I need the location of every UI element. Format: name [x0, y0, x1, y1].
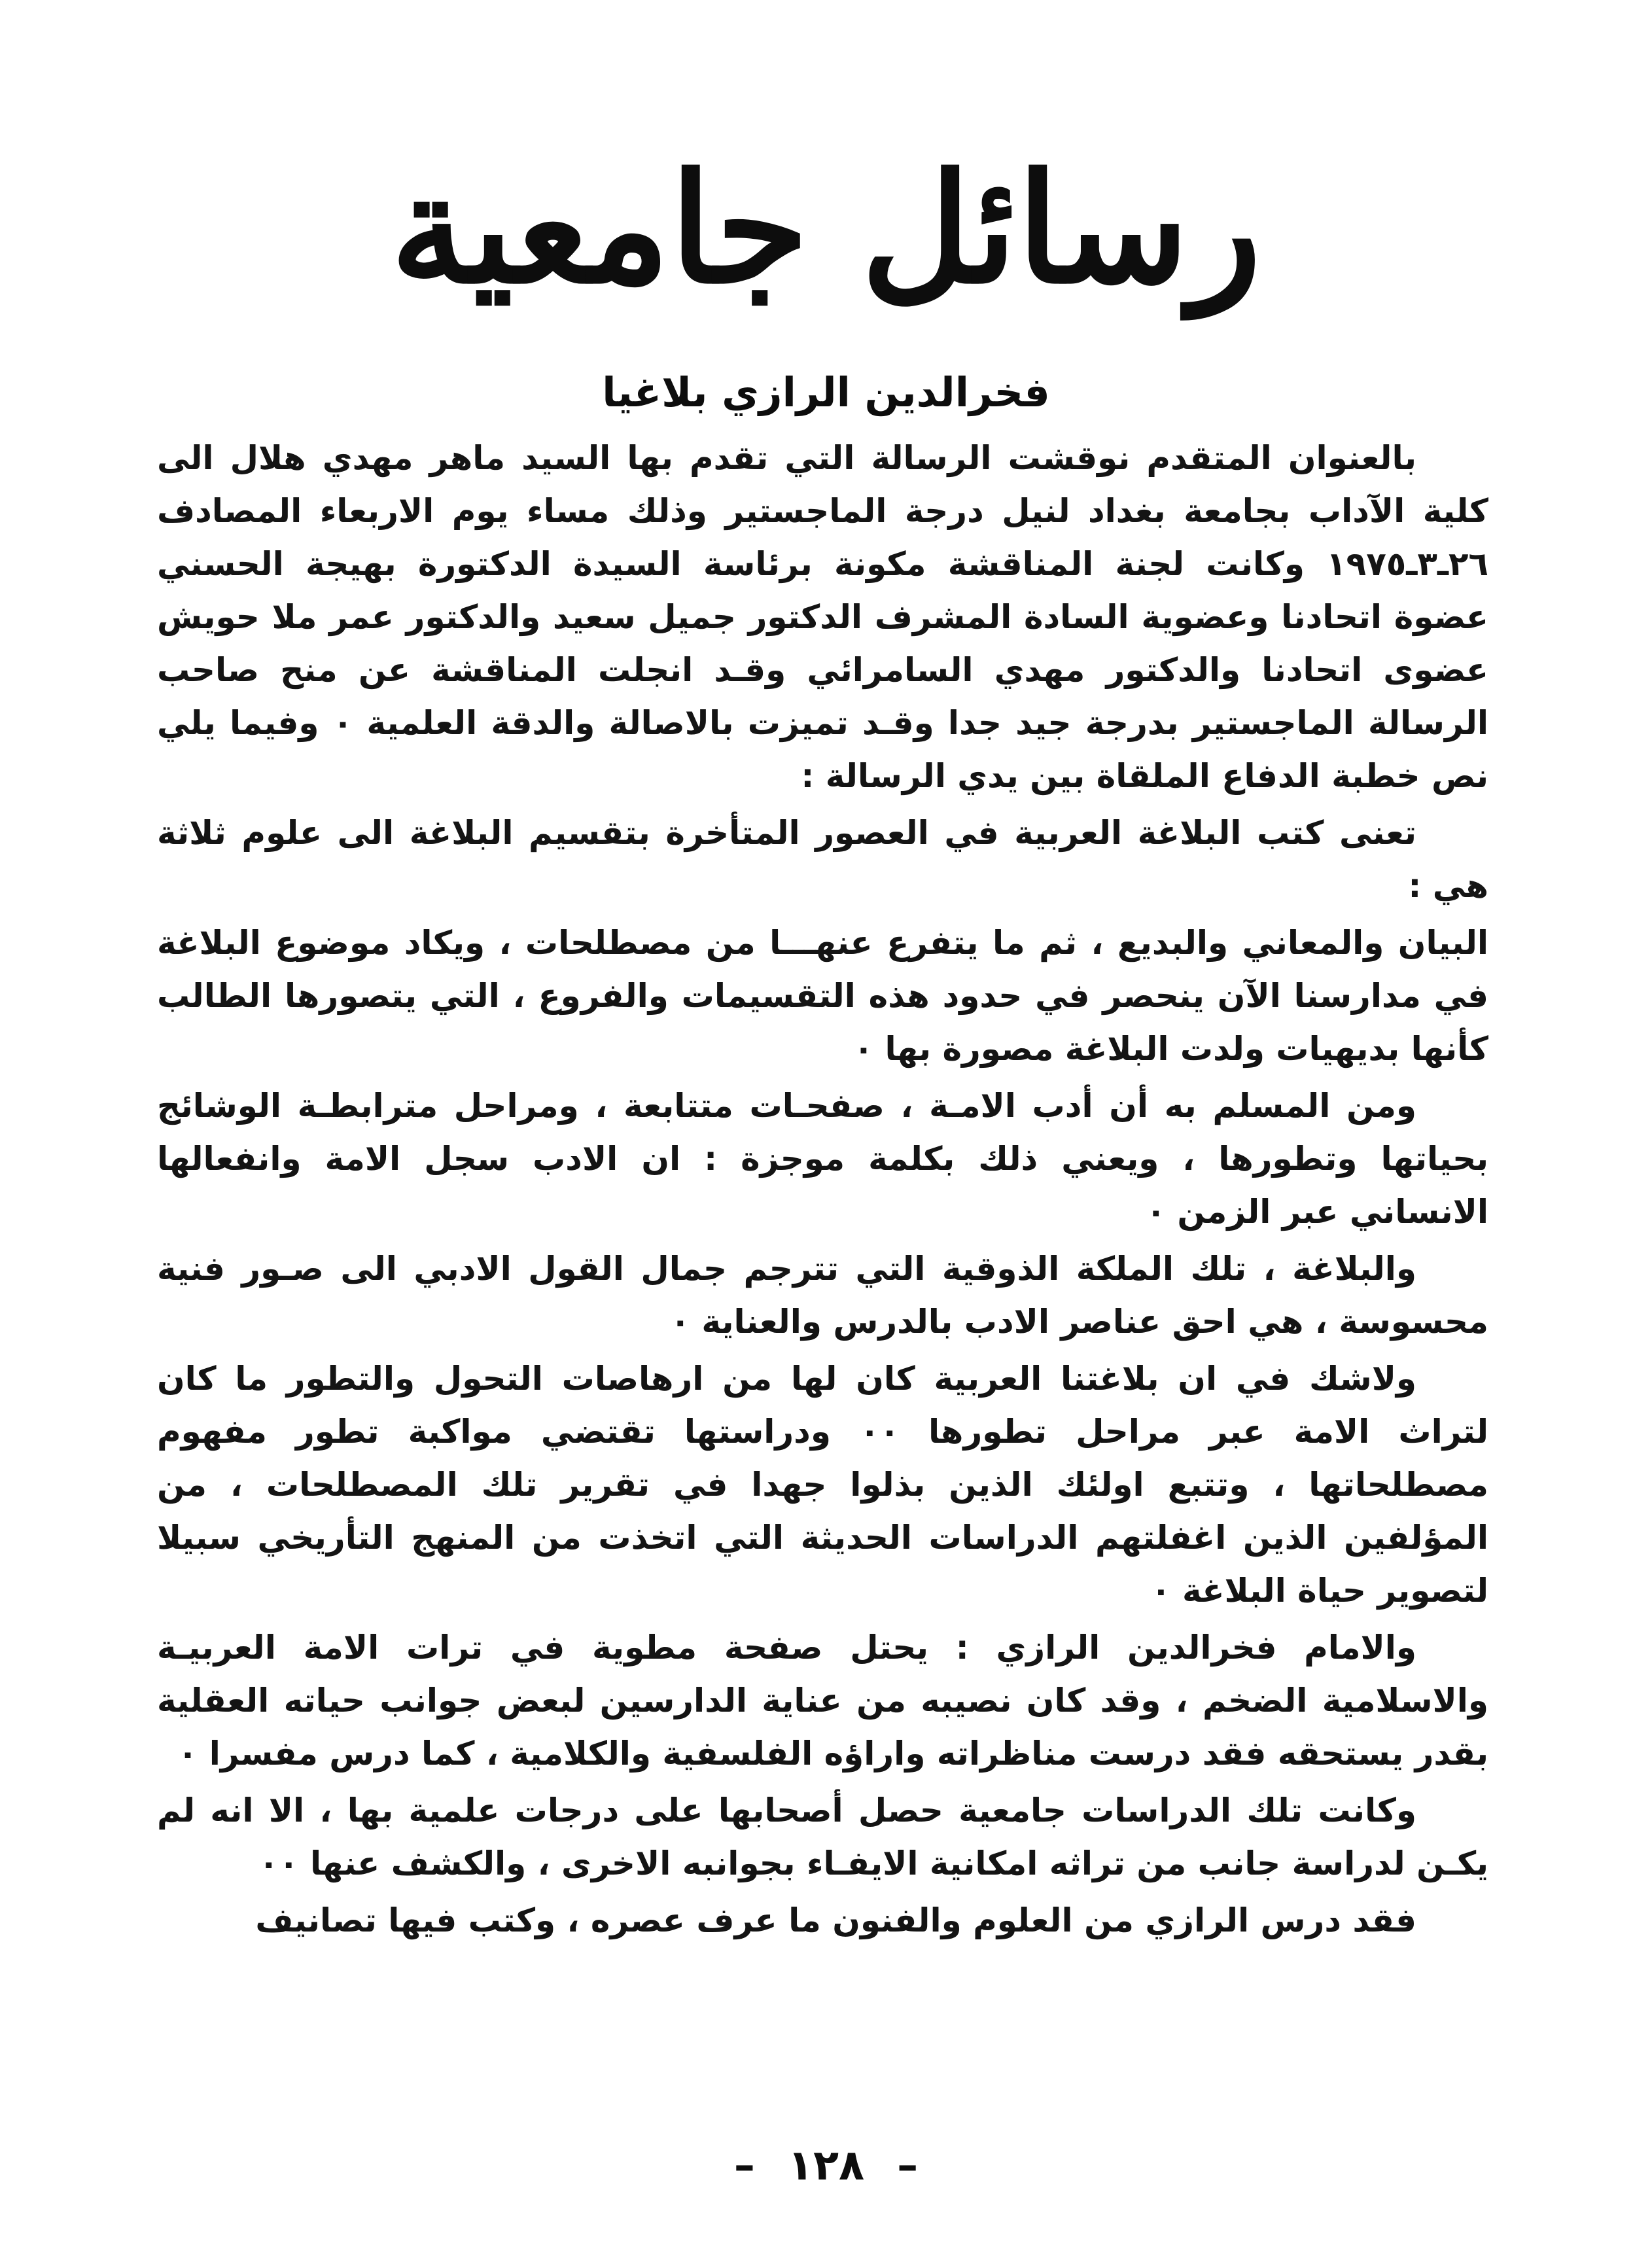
page-number-dash-right: –	[897, 2142, 919, 2190]
paragraph: بالعنوان المتقدم نوقشت الرسالة التي تقدم بها السيد ماهر مهدي هلال الى كلية الآداب بجامعة بغداد لنيل درجة الماجستير وذلك مساء يوم الاربعاء المصادف ٢٦ـ٣ـ١٩٧٥ وكانت لجنة المناقشة مكونة برئاسة السيدة الدكتورة بهيجة الحسني عضوة اتحادنا وعضوية السادة المشرف الدكتور جميل سعيد والدكتور عمر ملا حويش عضوى اتحادنا والدكتور مهدي السامرائي وقـد انجلت المناقشة عن منح صاحب الرسالة الماجستير بدرجة جيد جدا وقـد تميزت بالاصالة والدقة العلمية ٠ وفيما يلي نص خطبة الدفاع الملقاة بين يدي الرسالة :	[157, 439, 1488, 795]
section-header	[0, 131, 1652, 347]
article-body	[157, 432, 1488, 1951]
paragraph: وكانت تلك الدراسات جامعية حصل أصحابها على درجات علمية بها ، الا انه لم يكـن لدراسة جانب من تراثه امكانية الايفـاء بجوانبه الاخرى ، والكشف عنها ٠٠	[157, 1791, 1488, 1882]
paragraph: ولاشك في ان بلاغتنا العربية كان لها من ارهاصات التحول والتطور ما كان لتراث الامة عبر مراحل تطورها ٠٠ ودراستها تقتضي مواكبة تطور مفهوم مصطلحاتها ، وتتبع اولئك الذين بذلوا جهدا في تقرير تلك المصطلحات ، من المؤلفين الذين اغفلتهم الدراسات الحديثة التي اتخذت من المنهج التأريخي سبيلا لتصوير حياة البلاغة ٠	[157, 1360, 1488, 1610]
section-title-calligraphy: رسائل جامعية	[390, 141, 1262, 317]
page-number-dash-left: –	[733, 2142, 755, 2190]
paragraph: فقد درس الرازي من العلوم والفنون ما عرف عصره ، وكتب فيها تصانيف	[255, 1901, 1416, 1939]
paragraph: والبلاغة ، تلك الملكة الذوقية التي تترجم جمال القول الادبي الى صـور فنية محسوسة ، هي احق عناصر الادب بالدرس والعناية ٠	[157, 1250, 1488, 1341]
article-title: فخرالدين الرازي بلاغيا	[602, 368, 1050, 416]
page-number-value: ١٢٨	[787, 2142, 865, 2190]
paragraph: البيان والمعاني والبديع ، ثم ما يتفرع عنهـــا من مصطلحات ، ويكاد موضوع البلاغة في مدارسنا الآن ينحصر في حدود هذه التقسيمات والفروع ، التي يتصورها الطالب كأنها بديهيات ولدت البلاغة مصورة بها ٠	[157, 924, 1488, 1068]
paragraph: تعنى كتب البلاغة العربية في العصور المتأخرة بتقسيم البلاغة الى علوم ثلاثة هي :	[157, 814, 1488, 905]
paragraph: والامام فخرالدين الرازي : يحتل صفحة مطوية في ترات الامة العربيـة والاسلامية الضخم ، وقد كان نصيبه من عناية الدارسين لبعض جوانب حياته العقلية بقدر يستحقه فقد درست مناظراته واراؤه الفلسفية والكلامية ، كما درس مفسرا ٠	[157, 1629, 1488, 1773]
paragraph: ومن المسلم به أن أدب الامـة ، صفحـات متتابعة ، ومراحل مترابطـة الوشائج بحياتها وتطورها ، ويعني ذلك بكلمة موجزة : ان الادب سجل الامة وانفعالها الانساني عبر الزمن ٠	[157, 1087, 1488, 1231]
page-number	[0, 2136, 1652, 2195]
